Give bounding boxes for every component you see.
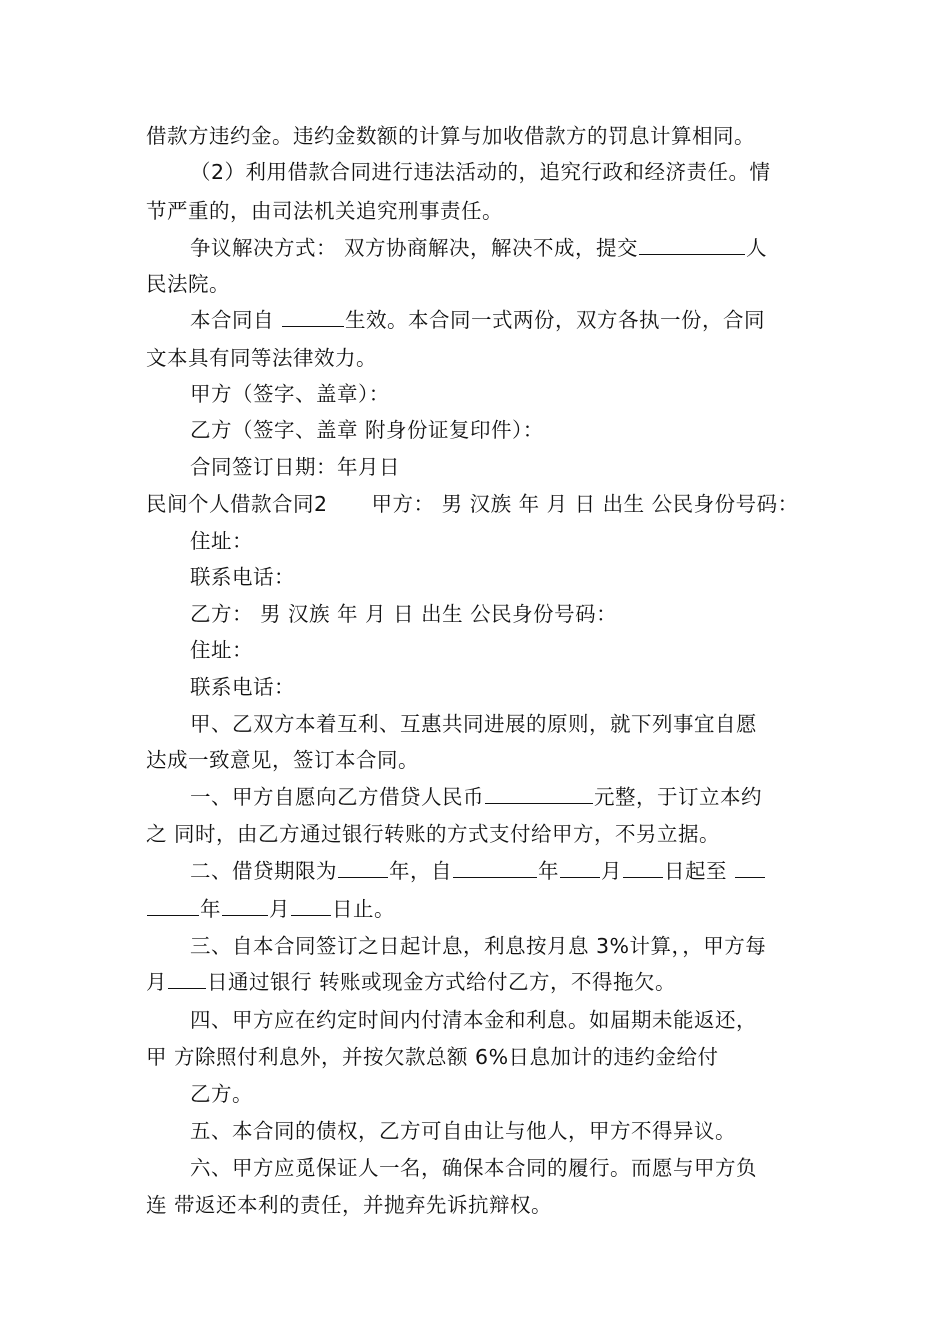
text: 合同签订日期：年月日 — [190, 455, 400, 479]
text: 元整，于订立本约 — [594, 785, 762, 809]
text: 月 — [601, 859, 622, 883]
text: 年 — [200, 897, 221, 921]
text-line — [190, 453, 860, 481]
text: 民法院。 — [146, 272, 230, 296]
text: 达成一致意见，签订本合同。 — [146, 748, 419, 772]
text: 日止。 — [332, 897, 395, 921]
text-line — [190, 1080, 860, 1108]
text: 三、自本合同签订之日起计息，利息按月息 3%计算，，甲方每 — [190, 934, 767, 958]
text: 日通过银行 转账或现金方式给付乙方，不得拖欠。 — [207, 970, 677, 994]
text-line — [190, 563, 860, 591]
text-line — [190, 932, 860, 960]
text: 甲方（签字、盖章）： — [190, 382, 390, 406]
blank-underline — [560, 857, 600, 878]
text: 甲方： 男 汉族 年 月 日 出生 公民身份号码： — [371, 492, 799, 516]
text-line — [146, 122, 816, 150]
text: 之 同时，由乙方通过银行转账的方式支付给甲方，不另立据。 — [146, 822, 721, 846]
text-line — [146, 895, 816, 923]
text-line — [146, 490, 816, 518]
text: 月 — [146, 970, 167, 994]
blank-underline — [147, 895, 199, 916]
text: 四、甲方应在约定时间内付清本金和利息。如届期未能返还， — [190, 1008, 757, 1032]
blank-underline — [485, 783, 593, 804]
text: 联系电话： — [190, 565, 295, 589]
text: 二、借贷期限为 — [190, 859, 337, 883]
text: 甲、乙双方本着互利、互惠共同进展的原则，就下列事宜自愿 — [190, 712, 757, 736]
text: 月 — [269, 897, 290, 921]
text: 年，自 — [389, 859, 452, 883]
text: 生效。本合同一式两份，双方各执一份，合同 — [345, 308, 766, 332]
text: 一、甲方自愿向乙方借贷人民币 — [190, 785, 484, 809]
text-line — [146, 197, 816, 225]
text-line — [190, 527, 860, 555]
text-line — [190, 1154, 860, 1182]
text-line — [190, 380, 860, 408]
text-line — [190, 600, 860, 628]
blank-underline — [639, 234, 745, 255]
text: 年 — [538, 859, 559, 883]
blank-underline — [338, 857, 388, 878]
blank-underline — [282, 306, 344, 327]
text: 本合同自 — [190, 308, 282, 332]
text-line — [146, 1043, 816, 1071]
text: 人 — [746, 236, 768, 260]
text-line — [190, 306, 860, 334]
blank-underline — [222, 895, 268, 916]
blank-underline — [453, 857, 537, 878]
text-line — [146, 968, 816, 996]
text-line — [190, 158, 860, 186]
text: 乙方（签字、盖章 附身份证复印件）： — [190, 418, 544, 442]
text-line — [190, 783, 860, 811]
text: 六、甲方应觅保证人一名，确保本合同的履行。而愿与甲方负 — [190, 1156, 757, 1180]
text-line — [190, 636, 860, 664]
text: 乙方： 男 汉族 年 月 日 出生 公民身份号码： — [190, 602, 618, 626]
text-line — [190, 1117, 860, 1145]
text-line — [190, 673, 860, 701]
text: 节严重的，由司法机关追究刑事责任。 — [146, 199, 503, 223]
text: 住址： — [190, 529, 253, 553]
text: 五、本合同的债权，乙方可自由让与他人，甲方不得异议。 — [190, 1119, 736, 1143]
text: 争议解决方式： 双方协商解决，解决不成，提交 — [190, 236, 639, 260]
text-line — [146, 820, 816, 848]
text-line — [190, 234, 860, 262]
blank-underline — [623, 857, 663, 878]
blank-underline — [291, 895, 331, 916]
text-line — [146, 1191, 816, 1219]
text-line — [146, 270, 816, 298]
text-line — [190, 710, 860, 738]
section-title: 民间个人借款合同2 — [146, 492, 328, 516]
blank-underline — [168, 968, 206, 989]
text: 文本具有同等法律效力。 — [146, 346, 377, 370]
text: 连 带返还本利的责任，并抛弃先诉抗辩权。 — [146, 1193, 553, 1217]
blank-underline — [735, 857, 765, 878]
text: 甲 方除照付利息外，并按欠款总额 6%日息加计的违约金给付 — [146, 1045, 719, 1069]
text: 乙方。 — [190, 1082, 253, 1106]
text: 住址： — [190, 638, 253, 662]
text: （2）利用借款合同进行违法活动的，追究行政和经济责任。情 — [190, 160, 771, 184]
text: 借款方违约金。违约金数额的计算与加收借款方的罚息计算相同。 — [146, 124, 755, 148]
text-line — [190, 857, 860, 885]
text: 联系电话： — [190, 675, 295, 699]
text-line — [190, 416, 860, 444]
text-line — [146, 344, 816, 372]
text-line — [146, 746, 816, 774]
text-line — [190, 1006, 860, 1034]
text: 日起至 — [664, 859, 735, 883]
